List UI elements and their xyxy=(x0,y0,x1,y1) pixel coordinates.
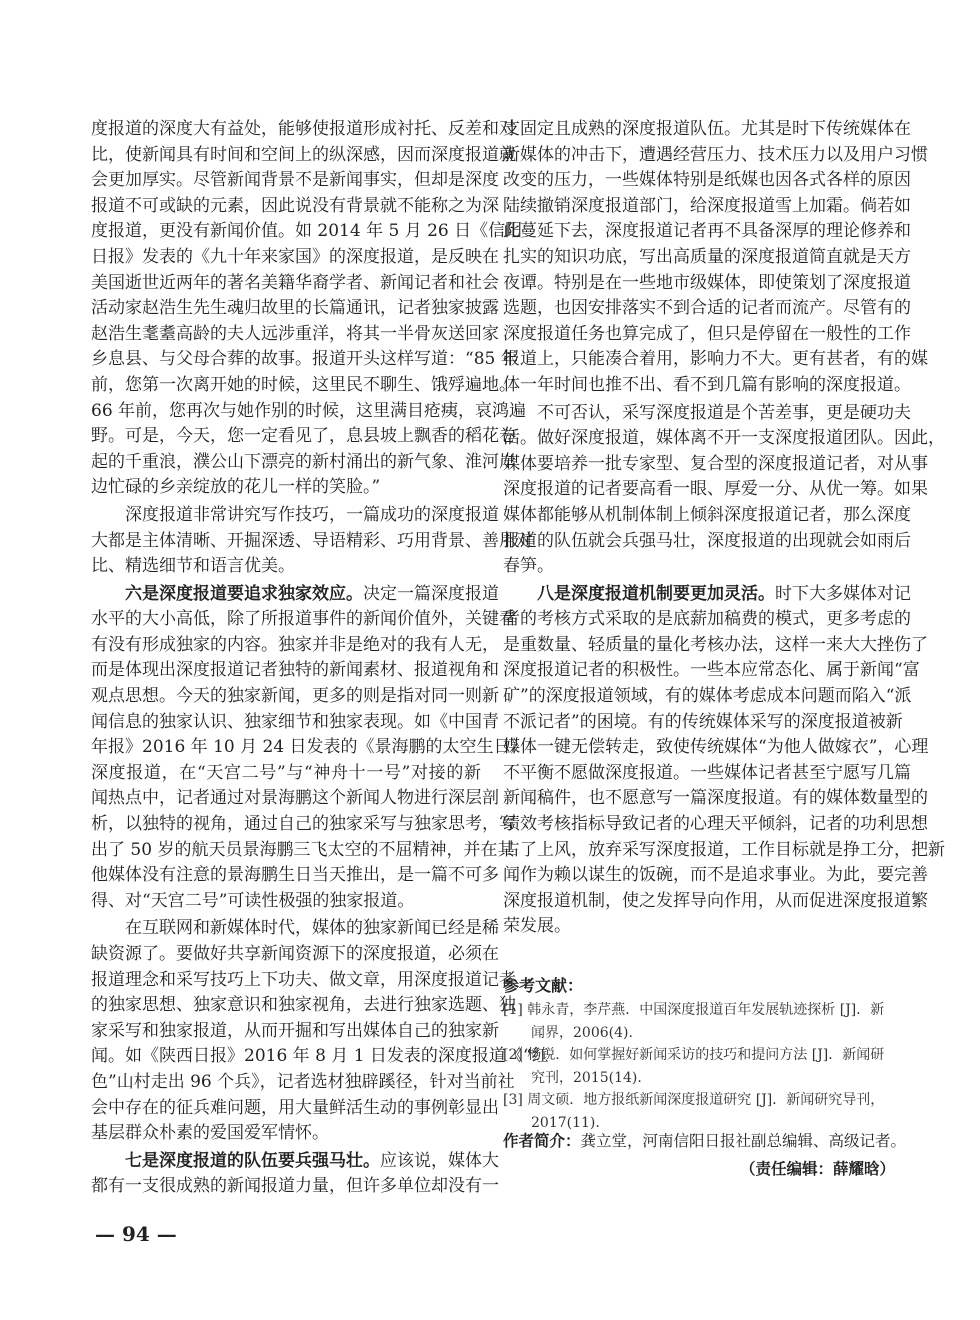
text-line: 缺资源了。要做好共享新闻资源下的深度报道，必须在 xyxy=(91,944,499,964)
text-line: 基层群众朴素的爱国爱军情怀。 xyxy=(91,1123,329,1144)
text-line: 家采写和独家报道，从而开掘和写出媒体自己的独家新 xyxy=(91,1020,499,1041)
text-line: 色”山村走出 96 个兵》，记者选材独辟蹊径，针对当前社 xyxy=(91,1071,515,1092)
responsible-editor: （责任编辑：薛耀晗） xyxy=(739,1160,895,1178)
text-line: 荣发展。 xyxy=(503,916,571,937)
text-line xyxy=(91,582,499,608)
text-line: 报道的队伍就会兵强马壮，深度报道的出现就会如雨后 xyxy=(503,530,911,551)
text-line: 度报道的深度大有益处，能够使报道形成衬托、反差和对 xyxy=(91,119,516,139)
paragraph xyxy=(91,1149,499,1200)
text-line: 媒体一键无偿转走，致使传统媒体“为他人做嫁衣”，心理 xyxy=(503,737,929,758)
text-line: 不平衡不愿做深度报道。一些媒体记者甚至宁愿写几篇 xyxy=(503,762,911,783)
page-number: — 94 — xyxy=(95,1222,177,1246)
text-line: 报道不可或缺的元素，因此说没有背景就不能称之为深 xyxy=(91,195,499,216)
text-line: 深度报道非常讲究写作技巧，一篇成功的深度报道 xyxy=(125,504,499,525)
text-line: 扎实的知识功底，写出高质量的深度报道简直就是天方 xyxy=(503,246,911,267)
text-line: 活动家赵浩生先生魂归故里的长篇通讯，记者独家披露 xyxy=(91,298,499,319)
text-line: 新媒体的冲击下，遭遇经营压力、技术压力以及用户习惯 xyxy=(503,144,928,165)
text-line: 体一年时间也推不出、看不到几篇有影响的深度报道。 xyxy=(503,374,911,395)
text-line: 此蔓延下去，深度报道记者再不具备深厚的理论修养和 xyxy=(503,221,911,242)
text-line: 闻热点中，记者通过对景海鹏这个新闻人物进行深层剖 xyxy=(91,788,499,809)
right-column xyxy=(503,117,945,942)
section-heading: 七是深度报道的队伍要兵强马壮。 xyxy=(125,1150,380,1171)
text-line: 而是体现出深度报道记者独特的新闻素材、报道视角和 xyxy=(91,660,499,681)
text-line: 闻。如《陕西日报》2016 年 8 月 1 日发表的深度报道《“红 xyxy=(91,1046,549,1067)
text-line: 会更加厚实。尽管新闻背景不是新闻事实，但却是深度 xyxy=(91,170,499,191)
text-span: 时下大多媒体对记 xyxy=(775,583,911,604)
text-line: 会中存在的征兵难问题，用大量鲜活生动的事例彰显出 xyxy=(91,1097,499,1118)
text-line: 有没有形成独家的内容。独家并非是绝对的我有人无， xyxy=(91,634,499,655)
text-line: 报道上，只能凑合着用，影响力不大。更有甚者，有的媒 xyxy=(503,349,928,370)
references-section xyxy=(503,973,895,1134)
text-line: 深度报道机制，使之发挥导向作用，从而促进深度报道繁 xyxy=(503,890,928,911)
text-line: 新闻稿件，也不愿意写一篇深度报道。有的媒体数量型的 xyxy=(503,788,928,809)
text-line xyxy=(91,1149,499,1175)
text-line: 不可否认，采写深度报道是个苦差事，更是硬功夫 xyxy=(537,402,911,423)
text-span: 决定一篇深度报道 xyxy=(363,583,499,604)
text-line: 野。可是，今天，您一定看见了，息县坡上飘香的稻花卷 xyxy=(91,426,516,447)
text-line: 闻信息的独家认识、独家细节和独家表现。如《中国青 xyxy=(91,711,499,732)
reference-item: [1] 韩永青，李芹燕．中国深度报道百年发展轨迹探析 [J]．新闻界，2006(4). xyxy=(503,1002,885,1041)
text-line: 边忙碌的乡亲绽放的花儿一样的笑脸。” xyxy=(91,477,381,498)
text-line: 深度报道任务也算完成了，但只是停留在一般性的工作 xyxy=(503,323,911,344)
text-line: 活。做好深度报道，媒体离不开一支深度报道团队。因此， xyxy=(503,428,945,449)
text-line: 支固定且成熟的深度报道队伍。尤其是时下传统媒体在 xyxy=(503,119,911,139)
paragraph xyxy=(503,582,945,940)
author-bio-text: 龚立堂，河南信阳日报社副总编辑、高级记者。 xyxy=(580,1132,907,1150)
text-line: 日报》发表的《九十年来家国》的深度报道，是反映在 xyxy=(91,246,499,267)
text-line: 闻作为赖以谋生的饭碗，而不是追求事业。为此，要完善 xyxy=(503,865,928,886)
text-line: 得、对“天宫二号”可读性极强的独家报道。 xyxy=(91,890,415,911)
text-line: 他媒体没有注意的景海鹏生日当天推出，是一篇不可多 xyxy=(91,865,499,886)
text-line: 报道理念和采写技巧上下功夫、做文章，用深度报道记者 xyxy=(91,969,516,990)
reference-item: [3] 周文硕．地方报纸新闻深度报道研究 [J]．新闻研究导刊，2017(11). xyxy=(503,1092,885,1131)
text-line: 美国逝世近两年的著名美籍华裔学者、新闻记者和社会 xyxy=(91,272,499,293)
text-line: 深度报道记者的积极性。一些本应常态化、属于新闻“富 xyxy=(503,660,920,681)
paragraph xyxy=(91,117,527,501)
text-line: 在互联网和新媒体时代，媒体的独家新闻已经是稀 xyxy=(125,918,499,939)
author-bio-label: 作者简介： xyxy=(503,1132,581,1150)
text-line: 深度报道的记者要高看一眼、厚爱一分、从优一筹。如果 xyxy=(503,479,928,500)
text-line: 绩效考核指标导致记者的心理天平倾斜，记者的功利思想 xyxy=(503,814,928,835)
text-line: 比、精选细节和语言优美。 xyxy=(91,556,295,577)
paragraph xyxy=(91,582,528,915)
text-line: 媒体要培养一批专家型、复合型的深度报道记者，对从事 xyxy=(503,453,928,474)
text-line: 媒体都能够从机制体制上倾斜深度报道记者，那么深度 xyxy=(503,504,911,525)
text-line: 者的考核方式采取的是底薪加稿费的模式，更多考虑的 xyxy=(503,609,911,630)
text-line: 选题，也因安排落实不到合适的记者而流产。尽管有的 xyxy=(503,298,911,319)
text-line: 改变的压力，一些媒体特别是纸媒也因各式各样的原因 xyxy=(503,170,911,191)
text-line: 是重数量、轻质量的量化考核办法，这样一来大大挫伤了 xyxy=(503,634,928,655)
paragraph xyxy=(503,401,945,580)
text-line: 的独家思想、独家意识和独家视角，去进行独家选题、独 xyxy=(91,995,516,1016)
text-line: 66 年前，您再次与她作别的时候，这里满目疮痍，哀鸿遍 xyxy=(91,400,527,421)
text-line: 深度报道，在“天宫二号”与“神舟十一号”对接的新 xyxy=(91,762,481,783)
text-line: 占了上风，放弃采写深度报道，工作目标就是挣工分，把新 xyxy=(503,839,945,860)
section-heading: 六是深度报道要追求独家效应。 xyxy=(125,583,363,604)
references-heading: 参考文献： xyxy=(503,976,584,995)
text-line xyxy=(503,582,911,608)
text-line: 起的千重浪，濮公山下漂亮的新村涌出的新气象、淮河岸 xyxy=(91,451,516,472)
text-line: 陆续撤销深度报道部门，给深度报道雪上加霜。倘若如 xyxy=(503,195,911,216)
text-line: 赵浩生耄耋高龄的夫人远涉重洋，将其一半骨灰送回家 xyxy=(91,323,499,344)
text-line: 不派记者”的困境。有的传统媒体采写的深度报道被新 xyxy=(503,711,903,732)
text-line: 矿”的深度报道领域，有的媒体考虑成本问题而陷入“派 xyxy=(503,686,912,707)
text-line: 夜谭。特别是在一些地市级媒体，即使策划了深度报道 xyxy=(503,272,911,293)
text-line: 水平的大小高低，除了所报道事件的新闻价值外，关键看 xyxy=(91,609,516,630)
text-line: 观点思想。今天的独家新闻，更多的则是指对同一则新 xyxy=(91,686,499,707)
text-line: 都有一支很成熟的新闻报道力量，但许多单位却没有一 xyxy=(91,1176,499,1197)
text-line: 前，您第一次离开她的时候，这里民不聊生、饿殍遍地。 xyxy=(91,374,516,395)
author-bio xyxy=(503,1128,907,1154)
text-line: 大都是主体清晰、开掘深透、导语精彩、巧用背景、善用对 xyxy=(91,530,533,551)
reference-item: [2] 杨锐．如何掌握好新闻采访的技巧和提问方法 [J]．新闻研究刊，2015(14). xyxy=(503,1047,885,1086)
text-line: 出了 50 岁的航天员景海鹏三飞太空的不屈精神，并在其 xyxy=(91,839,515,860)
text-line: 年报》2016 年 10 月 24 日发表的《景海鹏的太空生日》 xyxy=(91,737,528,758)
text-line: 春笋。 xyxy=(503,556,554,577)
text-line: 析，以独特的视角，通过自己的独家采写与独家思考，写 xyxy=(91,814,516,835)
section-heading: 八是深度报道机制要更加灵活。 xyxy=(537,583,775,604)
text-line: 度报道，更没有新闻价值。如 2014 年 5 月 26 日《信阳 xyxy=(91,221,523,242)
text-line: 比，使新闻具有时间和空间上的纵深感，因而深度报道就 xyxy=(91,144,516,165)
paragraph xyxy=(503,117,928,399)
text-line: 乡息县、与父母合葬的故事。报道开头这样写道：“85 年 xyxy=(91,349,518,370)
text-span: 应该说，媒体大 xyxy=(380,1150,499,1171)
